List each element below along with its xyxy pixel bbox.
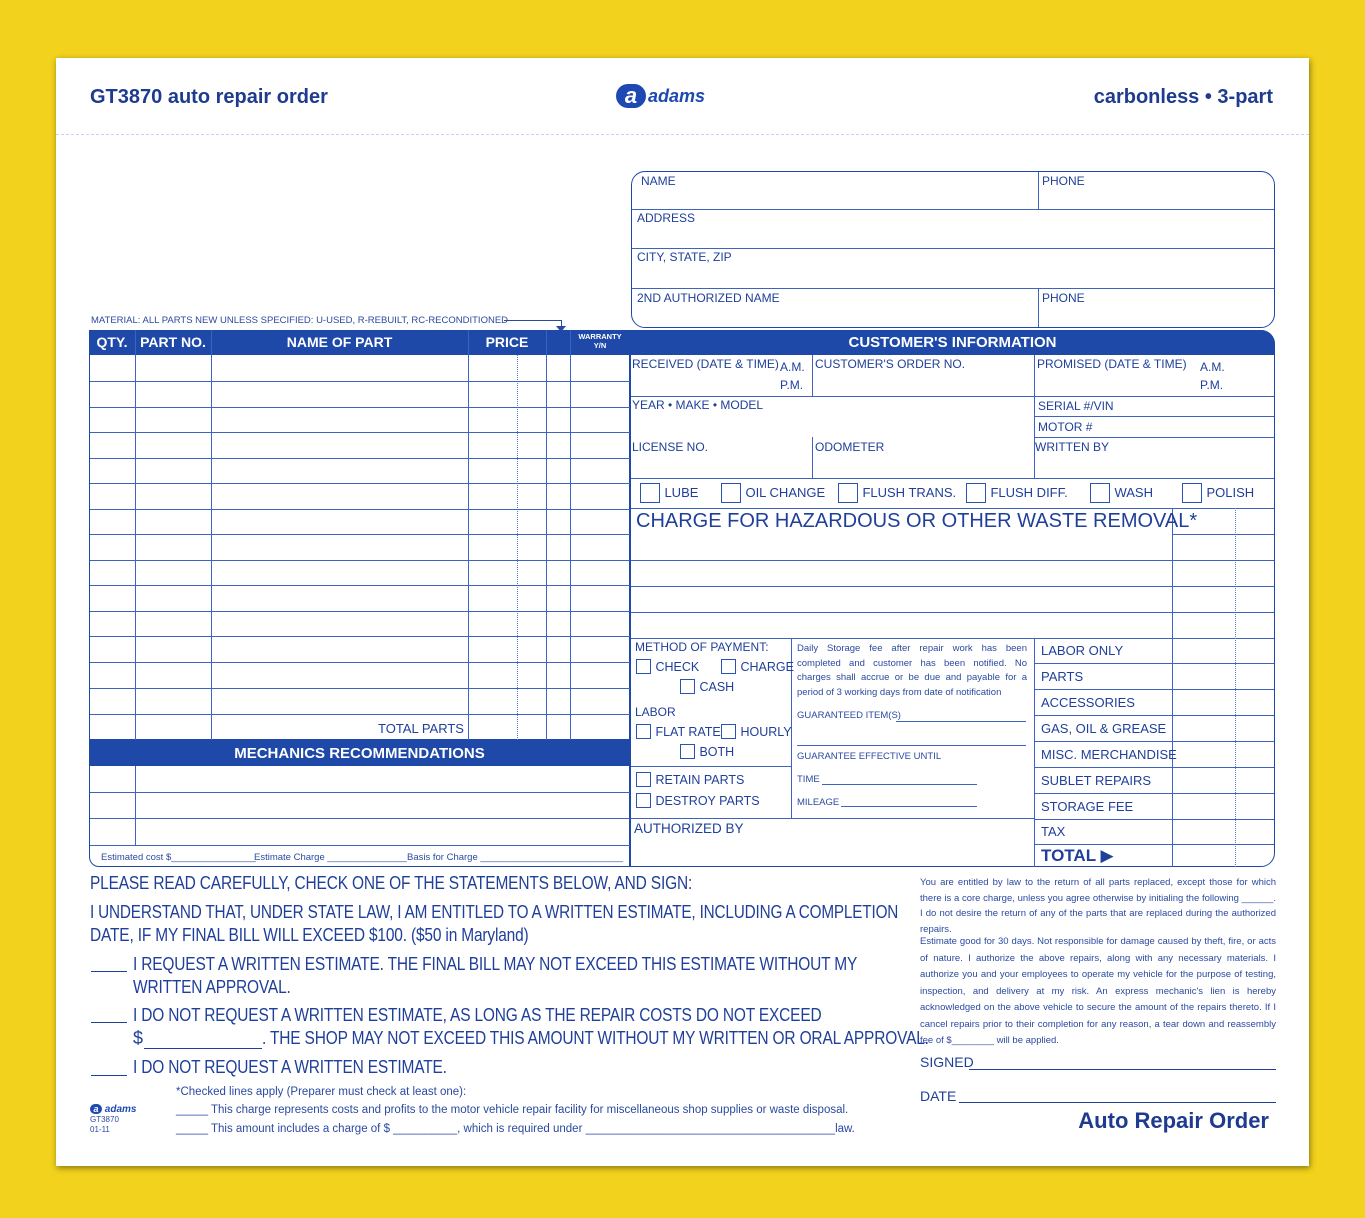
oil-change-checkbox[interactable] <box>721 483 741 503</box>
written-by-label: WRITTEN BY <box>1035 440 1109 454</box>
destroy-parts-checkbox[interactable] <box>636 793 651 808</box>
payment-method-label: METHOD OF PAYMENT: <box>635 640 769 654</box>
checked-line-2: _____ This amount includes a charge of $ __________, which is required under _______________________________________law. <box>176 1123 855 1135</box>
labor-label: LABOR <box>635 705 676 719</box>
odometer-label: ODOMETER <box>815 440 885 454</box>
perforation-line <box>56 134 1309 135</box>
time-label: TIME <box>797 774 820 785</box>
statement-3: I DO NOT REQUEST A WRITTEN ESTIMATE. <box>133 1057 447 1077</box>
date-line[interactable] <box>959 1102 1276 1103</box>
flush-trans-checkbox[interactable] <box>838 483 858 503</box>
destroy-parts-option[interactable] <box>636 792 760 810</box>
qty-header: QTY. <box>96 334 128 350</box>
check-checkbox[interactable] <box>636 659 651 674</box>
name-label: NAME <box>641 174 676 188</box>
received-pm: P.M. <box>780 378 804 392</box>
address-label: ADDRESS <box>637 211 696 225</box>
charge-checkbox[interactable] <box>721 659 736 674</box>
oil-change-label: OIL CHANGE <box>745 485 826 501</box>
promised-am: A.M. <box>1200 360 1225 374</box>
legal-text-1: You are entitled by law to the return of all parts replaced, except those for which there is a core charge, unless you agree otherwise by initialing the following ______. I do not desire the return of any of the parts that are replaced during the authorized repairs. <box>920 877 1276 935</box>
signature-line[interactable] <box>969 1069 1276 1070</box>
promised-label: PROMISED (DATE & TIME) <box>1037 357 1187 371</box>
warranty-header: WARRANTY Y/N <box>578 332 622 350</box>
charge-gas-oil: GAS, OIL & GREASE <box>1041 721 1167 736</box>
footer-title: Auto Repair Order <box>1078 1108 1269 1133</box>
estimated-cost-field: Estimated cost $________________ <box>101 852 256 863</box>
charge-tax: TAX <box>1041 824 1066 839</box>
charge-parts: PARTS <box>1041 669 1084 684</box>
adams-logo <box>616 84 705 108</box>
total-label <box>1041 846 1114 866</box>
order-no-label: CUSTOMER'S ORDER NO. <box>815 357 966 371</box>
flush-diff-label: FLUSH DIFF. <box>990 485 1068 501</box>
statement-2b: . THE SHOP MAY NOT EXCEED THIS AMOUNT WITHOUT MY WRITTEN OR ORAL APPROVAL. <box>262 1028 929 1048</box>
service-polish[interactable] <box>1182 483 1254 503</box>
footer-code-number: GT3870 <box>90 1115 119 1124</box>
customer-info-header: CUSTOMER'S INFORMATION <box>630 330 1275 355</box>
total-text: TOTAL <box>1041 846 1096 865</box>
service-wash[interactable] <box>1090 483 1153 503</box>
flat-rate-checkbox[interactable] <box>636 724 651 739</box>
labor-both[interactable] <box>680 743 734 761</box>
second-name-label: 2ND AUTHORIZED NAME <box>637 291 780 305</box>
storage-text: Daily Storage fee after repair work has been completed and customer has been notified. No charges shall accrue or be due and payable for a period of 3 working days from date of notification <box>797 643 1027 698</box>
check-label: CHECK <box>655 660 700 674</box>
footer-logo-icon: a <box>90 1104 102 1114</box>
retain-parts-checkbox[interactable] <box>636 772 651 787</box>
price-header: PRICE <box>485 334 529 350</box>
charge-storage: STORAGE FEE <box>1041 799 1134 814</box>
guarantee-effective-label: GUARANTEE EFFECTIVE UNTIL <box>797 751 942 762</box>
city-label: CITY, STATE, ZIP <box>637 250 732 264</box>
adams-logo-icon: a <box>616 84 646 108</box>
legal-text-2: Estimate good for 30 days. Not responsible for damage caused by theft, fire, or acts of nature. I authorize the above repairs, along with any necessary materials. I authorize you and your employees to operate my vehicle for the purpose of testing, inspection, and delivery at my risk. An express mechanic's lien is hereby acknowledged on the above vehicle to secure the amount of the repairs thereto. If I cancel repairs prior to their completion for any reason, a tear down and reassembly fee of $________ will be applied. <box>920 936 1276 1046</box>
basis-field: Basis for Charge ___________________________ <box>407 852 624 863</box>
repair-order-form <box>56 58 1309 1166</box>
payment-charge[interactable] <box>721 658 794 676</box>
wash-checkbox[interactable] <box>1090 483 1110 503</box>
payment-cash[interactable] <box>680 678 734 696</box>
service-lube[interactable] <box>640 483 698 503</box>
footer-logo <box>90 1104 136 1115</box>
mechanics-header: MECHANICS RECOMMENDATIONS <box>89 740 630 766</box>
lube-checkbox[interactable] <box>640 483 660 503</box>
statement-1-initial[interactable] <box>91 971 127 972</box>
lube-label: LUBE <box>664 485 699 501</box>
charge-sublet: SUBLET REPAIRS <box>1041 773 1152 788</box>
flush-diff-checkbox[interactable] <box>966 483 986 503</box>
statement-2-amount[interactable] <box>144 1048 262 1049</box>
estimate-charge-label: Estimate Charge <box>254 852 325 863</box>
charge-misc: MISC. MERCHANDISE <box>1041 747 1177 762</box>
name-of-part-header: NAME OF PART <box>286 334 393 350</box>
charge-label: CHARGE <box>740 660 794 674</box>
flush-trans-label: FLUSH TRANS. <box>862 485 957 501</box>
statement-2-dollar: $ <box>133 1028 143 1048</box>
service-flush-diff[interactable] <box>966 483 1068 503</box>
checked-note: *Checked lines apply (Preparer must check at least one): <box>176 1086 467 1098</box>
cash-checkbox[interactable] <box>680 679 695 694</box>
destroy-parts-label: DESTROY PARTS <box>655 794 760 808</box>
authorized-by-label: AUTHORIZED BY <box>634 821 744 836</box>
total-parts-label: TOTAL PARTS <box>378 721 464 736</box>
license-label: LICENSE NO. <box>632 440 709 454</box>
parts-table <box>89 330 630 740</box>
basis-label: Basis for Charge <box>407 852 478 863</box>
polish-label: POLISH <box>1206 485 1255 501</box>
both-checkbox[interactable] <box>680 744 695 759</box>
phone2-label: PHONE <box>1042 291 1085 305</box>
service-oil-change[interactable] <box>721 483 825 503</box>
wash-label: WASH <box>1114 485 1153 501</box>
form-title: GT3870 auto repair order <box>90 86 328 108</box>
checked-line-2c: law. <box>835 1123 855 1135</box>
estimated-cost-label: Estimated cost $ <box>101 852 172 863</box>
polish-checkbox[interactable] <box>1182 483 1202 503</box>
parts-header-labels <box>89 330 630 355</box>
received-label: RECEIVED (DATE & TIME) <box>632 357 779 371</box>
footer-code-date: 01-11 <box>90 1125 110 1134</box>
labor-hourly[interactable] <box>721 723 792 741</box>
statement-1a: I REQUEST A WRITTEN ESTIMATE. THE FINAL BILL MAY NOT EXCEED THIS ESTIMATE WITHOUT MY <box>133 954 858 974</box>
play-arrow-icon: ▶ <box>1100 846 1114 865</box>
year-make-model-label: YEAR • MAKE • MODEL <box>632 398 764 412</box>
hourly-label: HOURLY <box>740 725 792 739</box>
retain-parts-option[interactable] <box>636 771 744 789</box>
checked-line-2a: This amount includes a charge of $ <box>210 1123 390 1135</box>
service-flush-trans[interactable] <box>838 483 956 503</box>
flat-rate-label: FLAT RATE <box>655 725 721 739</box>
motor-label: MOTOR # <box>1038 420 1093 434</box>
phone-label: PHONE <box>1042 174 1085 188</box>
form-subtitle: carbonless • 3-part <box>1093 86 1273 108</box>
payment-check[interactable] <box>636 658 699 676</box>
cash-label: CASH <box>699 680 735 694</box>
hourly-checkbox[interactable] <box>721 724 736 739</box>
estimate-charge-field: Estimate Charge _______________ <box>254 852 407 863</box>
checked-line-2b: , which is required under <box>457 1123 583 1135</box>
statement-2-initial[interactable] <box>91 1022 127 1023</box>
labor-flat-rate[interactable] <box>636 723 721 741</box>
statement-3-initial[interactable] <box>91 1075 127 1076</box>
mechanics-box <box>89 740 630 867</box>
read-carefully-text: PLEASE READ CAREFULLY, CHECK ONE OF THE STATEMENTS BELOW, AND SIGN: <box>90 873 693 893</box>
checked-line-1: _____ This charge represents costs and profits to the motor vehicle repair facility for miscellaneous shop supplies or waste disposal. <box>176 1104 849 1116</box>
signed-label: SIGNED <box>920 1054 974 1070</box>
charge-labor-only: LABOR ONLY <box>1041 643 1124 658</box>
footer-code <box>90 1104 136 1135</box>
understand-line-1: I UNDERSTAND THAT, UNDER STATE LAW, I AM ENTITLED TO A WRITTEN ESTIMATE, INCLUDING A COMPLETION <box>90 902 899 922</box>
both-label: BOTH <box>699 745 735 759</box>
mileage-label: MILEAGE <box>797 797 840 808</box>
serial-label: SERIAL #/VIN <box>1038 399 1114 413</box>
footer-brand: adams <box>104 1104 137 1115</box>
charge-accessories: ACCESSORIES <box>1041 695 1135 710</box>
part-no-header: PART NO. <box>140 334 206 350</box>
received-am: A.M. <box>780 360 805 374</box>
understand-line-2: DATE, IF MY FINAL BILL WILL EXCEED $100. ($50 in Maryland) <box>90 925 529 945</box>
date-label: DATE <box>920 1088 957 1104</box>
checked-line-1-text: This charge represents costs and profits to the motor vehicle repair facility for miscellaneous shop supplies or waste disposal. <box>210 1104 849 1116</box>
statement-1b: WRITTEN APPROVAL. <box>133 977 291 997</box>
statement-2a: I DO NOT REQUEST A WRITTEN ESTIMATE, AS LONG AS THE REPAIR COSTS DO NOT EXCEED <box>133 1005 822 1025</box>
brand-name: adams <box>648 85 706 106</box>
retain-parts-label: RETAIN PARTS <box>655 773 745 787</box>
material-note: MATERIAL: ALL PARTS NEW UNLESS SPECIFIED: U-USED, R-REBUILT, RC-RECONDITIONED <box>91 315 509 326</box>
promised-pm: P.M. <box>1200 378 1224 392</box>
guaranteed-items-label: GUARANTEED ITEM(S) <box>797 710 901 721</box>
hazard-label: CHARGE FOR HAZARDOUS OR OTHER WASTE REMOVAL* <box>636 510 1198 532</box>
